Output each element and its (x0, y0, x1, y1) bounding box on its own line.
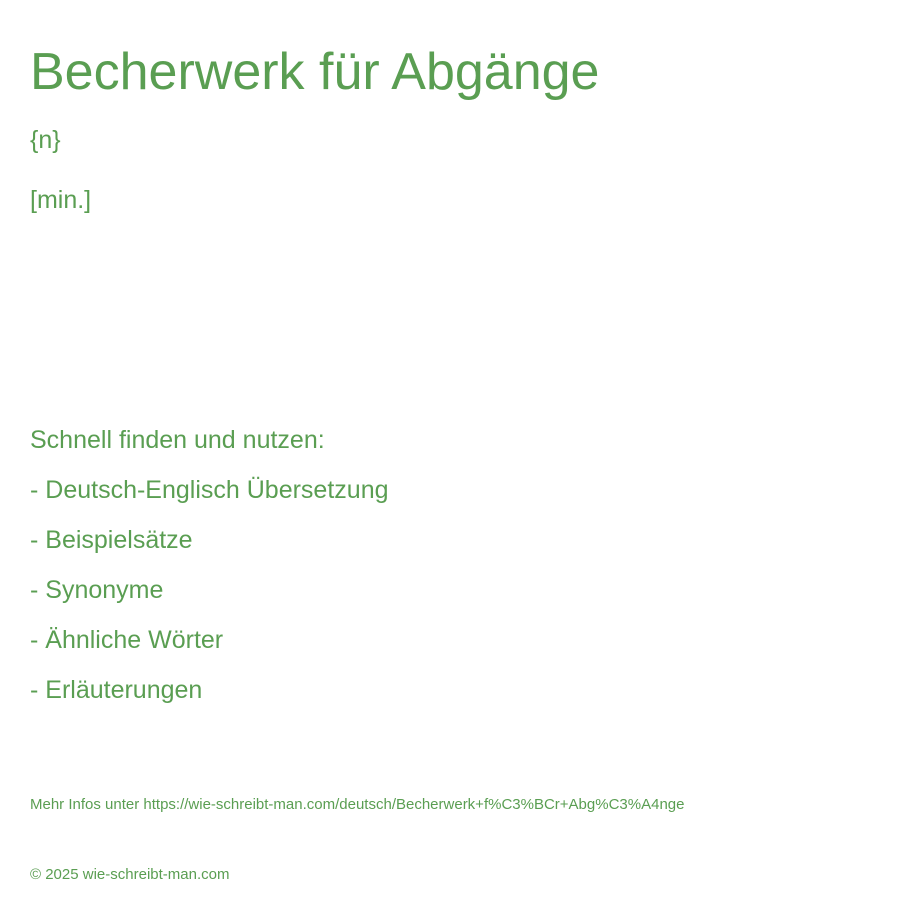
feature-example-sentences: - Beispielsätze (30, 526, 193, 554)
more-info-line (30, 795, 684, 815)
register-label: [min.] (30, 186, 92, 214)
feature-list (30, 474, 389, 724)
feature-synonyms: - Synonyme (30, 576, 164, 604)
features-section (30, 424, 389, 724)
copyright-notice: © 2025 wie-schreibt-man.com (30, 866, 230, 883)
more-info-link[interactable]: https://wie-schreibt-man.com/deutsch/Becherwerk+f%C3%BCr+Abg%C3%A4nge (143, 796, 685, 813)
page-title: Becherwerk für Abgänge (30, 43, 600, 101)
features-heading: Schnell finden und nutzen: (30, 426, 325, 454)
feature-explanations: - Erläuterungen (30, 676, 203, 704)
page (30, 0, 870, 900)
gender-label: {n} (30, 126, 61, 154)
more-info-prefix: Mehr Infos unter (30, 796, 144, 813)
feature-translation: - Deutsch-Englisch Übersetzung (30, 476, 389, 504)
feature-similar-words: - Ähnliche Wörter (30, 626, 224, 654)
